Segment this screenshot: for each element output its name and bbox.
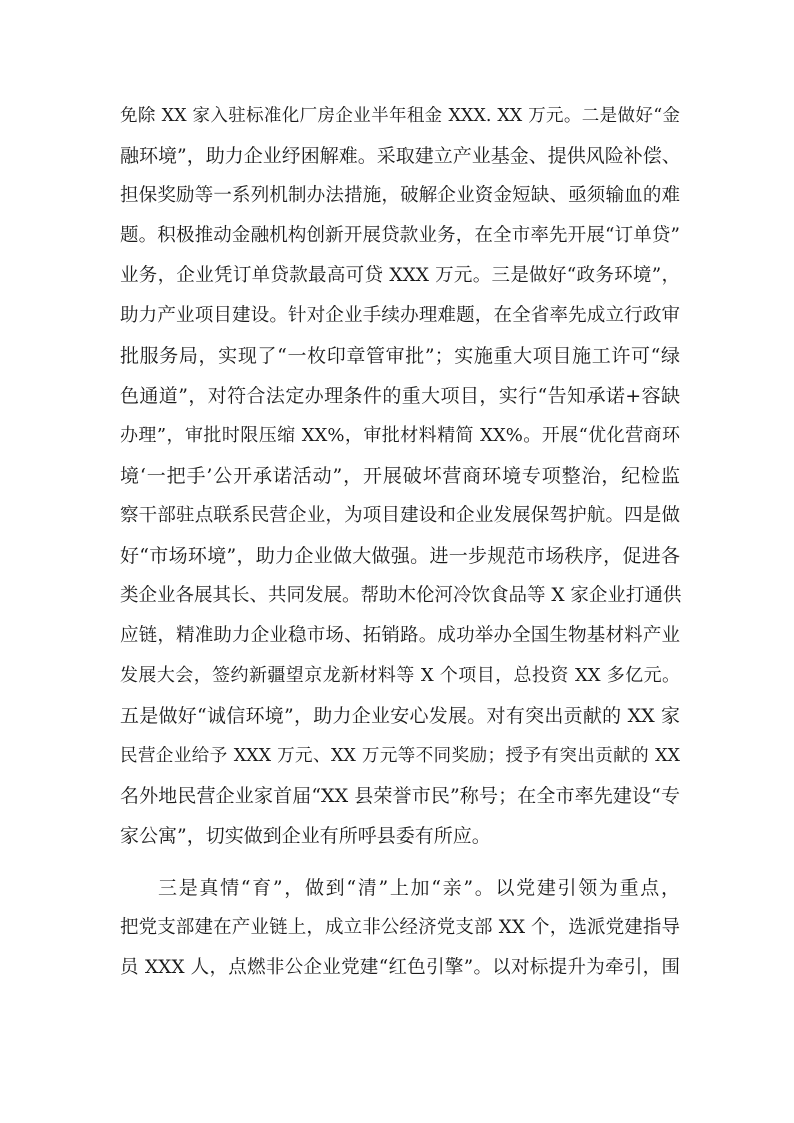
text-line: 办理”，审批时限压缩 XX%，审批材料精简 XX%。开展“优化营商环 [120,425,680,446]
text-line: 民营企业给予 XXX 万元、XX 万元等不同奖励；授予有突出贡献的 XX [120,746,680,766]
text-line: 业务，企业凭订单贷款最高可贷 XXX 万元。三是做好“政务环境”， [120,265,680,286]
text-line: 员 XXX 人，点燃非公企业党建“红色引擎”。以对标提升为牵引，围 [120,957,680,978]
text-line: 免除 XX 家入驻标准化厂房企业半年租金 XXX. XX 万元。二是做好“金 [120,106,680,126]
text-line: 察干部驻点联系民营企业，为项目建设和企业发展保驾护航。四是做 [120,505,680,526]
text-line: 助力产业项目建设。针对企业手续办理难题，在全省率先成立行政审 [120,305,680,326]
text-line: 批服务局，实现了“一枚印章管审批”；实施重大项目施工许可“绿 [120,345,680,367]
text-line: 把党支部建在产业链上，成立非公经济党支部 XX 个，选派党建指导 [120,917,680,938]
text-line: 发展大会，签约新疆望京龙新材料等 X 个项目，总投资 XX 多亿元。 [120,665,680,686]
text-line: 名外地民营企业家首届“XX 县荣誉市民”称号；在全市率先建设“专 [120,785,680,807]
text-line: 题。积极推动金融机构创新开展贷款业务，在全市率先开展“订单贷” [120,225,680,246]
text-line: 应链，精准助力企业稳市场、拓销路。成功举办全国生物基材料产业 [120,625,680,646]
text-line: 五是做好“诚信环境”，助力企业安心发展。对有突出贡献的 XX 家 [120,705,680,727]
text-line: 好“市场环境”，助力企业做大做强。进一步规范市场秩序，促进各 [120,545,680,567]
text-line: 色通道”，对符合法定办理条件的重大项目，实行“告知承诺+容缺 [120,385,680,407]
paragraph-first-line: 三是真情“育”，做到“清”上加“亲”。以党建引领为重点， [158,877,680,899]
text-line: 家公寓”，切实做到企业有所呼县委有所应。 [120,825,491,847]
text-line: 类企业各展其长、共同发展。帮助木伦河冷饮食品等 X 家企业打通供 [120,585,682,606]
text-line: 担保奖励等一系列机制办法措施，破解企业资金短缺、亟须输血的难 [120,185,680,206]
text-line: 境‘一把手’公开承诺活动”，开展破坏营商环境专项整治，纪检监 [120,465,680,487]
text-line: 融环境”，助力企业纾困解难。采取建立产业基金、提供风险补偿、 [120,145,681,167]
